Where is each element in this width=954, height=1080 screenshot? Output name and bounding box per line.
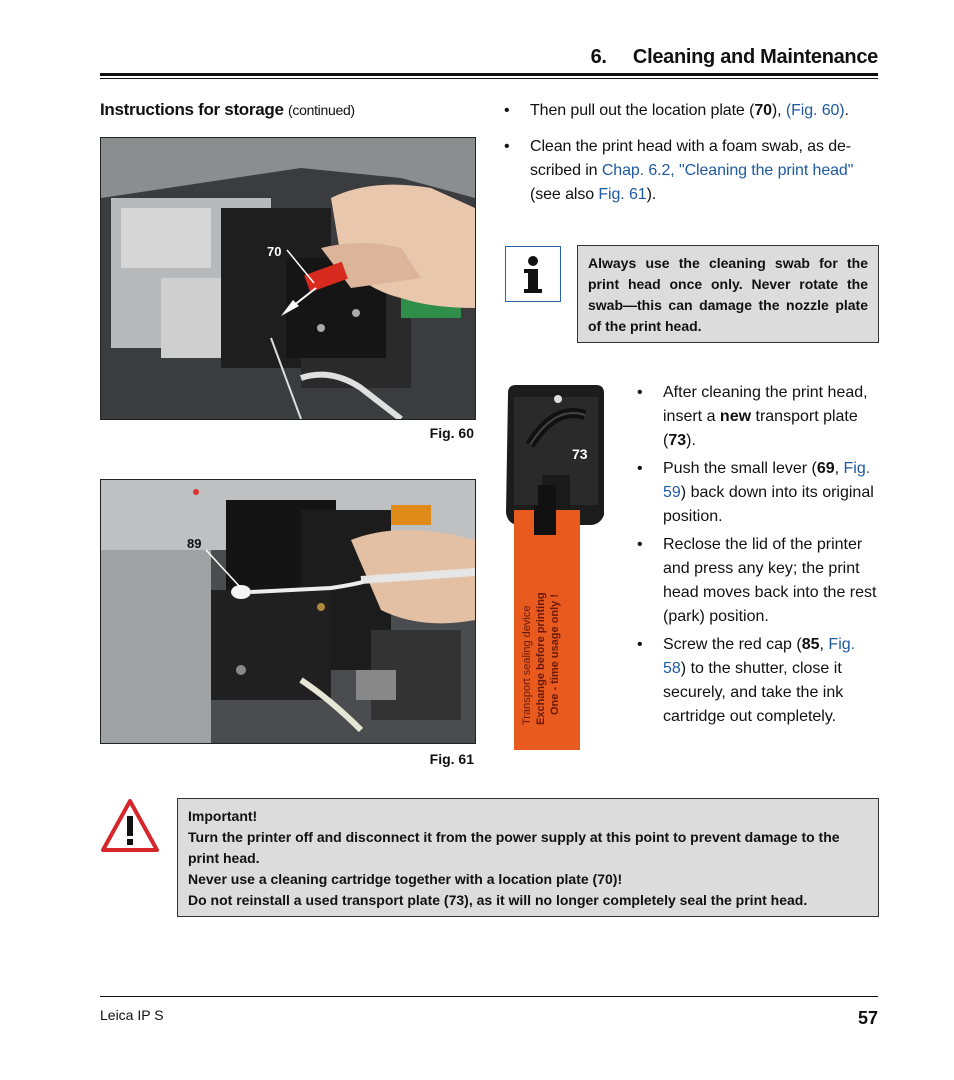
bullet-dot: •	[504, 138, 510, 155]
transport-plate-image	[500, 385, 612, 753]
list-item-text: (see also	[530, 186, 599, 203]
list-item	[637, 533, 879, 629]
section-continued: (continued)	[288, 102, 355, 118]
footer-rule	[100, 996, 878, 997]
list-item-text: ) back down into its original position.	[663, 484, 874, 525]
bullet-dot: •	[637, 536, 643, 553]
figure-link[interactable]: (Fig. 60)	[785, 102, 845, 119]
warning-line: Do not reinstall a used transport plate (73), as it will no longer completely seal the print head.	[188, 892, 808, 908]
warning-box	[177, 798, 879, 917]
list-item-text: transport plate (	[663, 408, 858, 449]
figure-60-callout: 70	[267, 244, 282, 259]
list-item-text: ) to the shutter, close it securely, and take the ink cartridge out completely.	[663, 660, 844, 725]
list-item-text: ).	[686, 432, 696, 449]
figure-61-callout: 89	[187, 536, 202, 551]
list-item-text: Push the small lever (	[663, 460, 817, 477]
figure-link[interactable]: Fig. 59	[663, 460, 871, 501]
figure-61-caption: Fig. 61	[429, 751, 474, 767]
bullet-dot: •	[637, 636, 643, 653]
list-item-text: Clean the print head with a foam swab, as de-scribed in	[530, 138, 852, 179]
info-note: Always use the cleaning swab for the print head once only. Never rotate the swab—this can damage the nozzle plate of the print head.	[577, 245, 879, 343]
list-item	[637, 457, 879, 529]
list-item	[504, 99, 878, 123]
list-item-bold: 70	[754, 102, 772, 119]
list-item	[637, 381, 879, 453]
list-item-text: ).	[646, 186, 657, 203]
tag-line-2: Exchange before printing	[535, 592, 547, 725]
bullet-dot: •	[637, 384, 643, 401]
bullet-dot: •	[504, 102, 510, 119]
figure-61-photo	[100, 479, 476, 744]
section-heading-text: Instructions for storage	[100, 100, 284, 119]
section-heading	[100, 100, 355, 120]
list-item	[637, 633, 879, 729]
figure-60-caption: Fig. 60	[429, 425, 474, 441]
footer-product: Leica IP S	[100, 1007, 164, 1023]
figure-link[interactable]: Fig. 58	[663, 636, 856, 677]
header-rule-thin	[100, 78, 878, 79]
warning-line: Turn the printer off and disconnect it from the power supply at this point to prevent damage to the print head.	[188, 829, 840, 866]
chapter-link[interactable]: Chap. 6.2, "Cleaning the print head"	[601, 162, 854, 179]
list-item-text: ),	[771, 102, 786, 119]
list-item-bold: 85	[801, 636, 820, 653]
warning-line: Never use a cleaning cartridge together with a location plate (70)!	[188, 871, 623, 887]
list-item-bold: new	[719, 408, 752, 425]
list-item-text: ,	[819, 636, 829, 653]
figure-60-photo	[100, 137, 476, 420]
list-item-text: Then pull out the location plate (	[530, 102, 755, 119]
list-item-text: Screw the red cap (	[663, 636, 802, 653]
list-item	[504, 135, 878, 207]
figure-link[interactable]: Fig. 61	[598, 186, 647, 203]
list-item-text: Reclose the lid of the printer and press any key; the print head moves back into the rest (park) position.	[663, 536, 877, 625]
transport-plate-callout: 73	[572, 446, 588, 462]
warning-title: Important!	[188, 808, 258, 824]
bullet-list-right	[637, 381, 879, 733]
chapter-title: 6. Cleaning and Maintenance	[590, 46, 878, 68]
bullet-dot: •	[637, 460, 643, 477]
tag-line-1: Transport sealing device	[521, 605, 533, 725]
page-number: 57	[857, 1008, 878, 1028]
list-item-bold: 69	[816, 460, 835, 477]
tag-line-3: One - time usage only !	[549, 593, 561, 715]
list-item-text: After cleaning the print head, insert a	[663, 384, 868, 425]
list-item-bold: 73	[668, 432, 687, 449]
info-icon	[505, 246, 561, 302]
list-item-text: .	[844, 102, 849, 119]
warning-triangle-icon	[100, 798, 160, 854]
list-item-text: ,	[834, 460, 844, 477]
bullet-list-top	[504, 99, 878, 219]
header-rule	[100, 73, 878, 76]
